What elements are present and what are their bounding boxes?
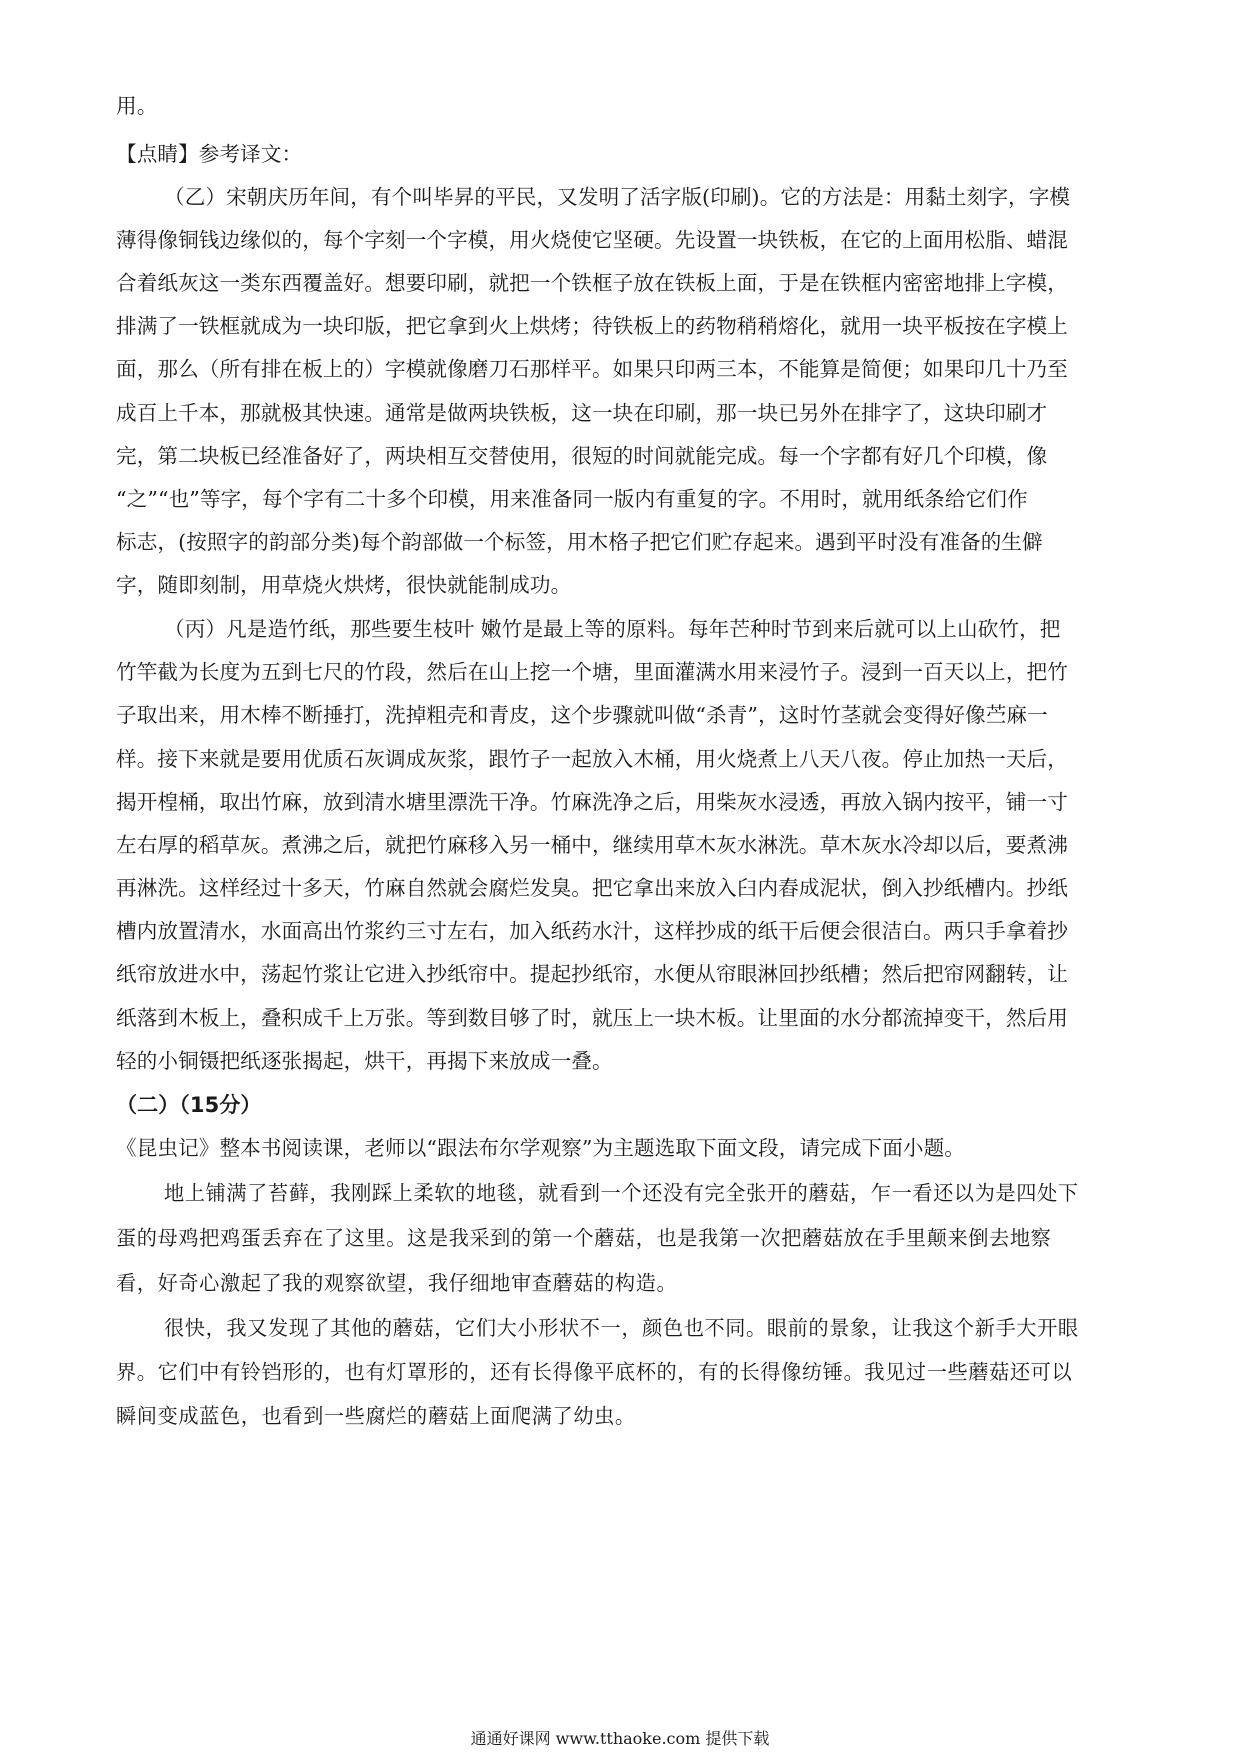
text-line: 面，那么（所有排在板上的）字模就像磨刀石那样平。如果只印两三本，不能算是简便；如果印几十乃至 bbox=[116, 357, 1068, 381]
passage-line: 地上铺满了苔藓，我刚踩上柔软的地毯，就看到一个还没有完全张开的蘑菇，乍一看还以为是四处下 bbox=[164, 1181, 1079, 1205]
text-line: 子取出来，用木棒不断捶打，洗掉粗壳和青皮，这个步骤就叫做“杀青”，这时竹茎就会变得好像苎麻一 bbox=[116, 703, 1048, 727]
text-line: （丙）凡是造竹纸，那些要生枝叶 嫩竹是最上等的原料。每年芒种时节到来后就可以上山砍竹，把 bbox=[164, 617, 1061, 641]
page-footer: 通通好课网 www.tthaoke.com 提供下载 bbox=[470, 1729, 770, 1748]
text-line: 纸帘放进水中，荡起竹浆让它进入抄纸帘中。提起抄纸帘，水便从帘眼淋回抄纸槽；然后把帘网翻转，让 bbox=[116, 962, 1068, 986]
text-line: 揭开楻桶，取出竹麻，放到清水塘里漂洗干净。竹麻洗净之后，用柴灰水浸透，再放入锅内按平，铺一寸 bbox=[116, 790, 1068, 814]
passage-line: 很快，我又发现了其他的蘑菇，它们大小形状不一，颜色也不同。眼前的景象，让我这个新手大开眼 bbox=[164, 1316, 1079, 1340]
question-prompt: 《昆虫记》整本书阅读课，老师以“跟法布尔学观察”为主题选取下面文段，请完成下面小题。 bbox=[116, 1136, 966, 1160]
notes-heading: 【点睛】参考译文： bbox=[116, 142, 303, 166]
text-line: 薄得像铜钱边缘似的，每个字刻一个字模，用火烧使它坚硬。先设置一块铁板，在它的上面用松脂、蜡混 bbox=[116, 228, 1068, 252]
passage-line: 看，好奇心激起了我的观察欲望，我仔细地审查蘑菇的构造。 bbox=[116, 1271, 678, 1295]
text-line: “之”“也”等字，每个字有二十多个印模，用来准备同一版内有重复的字。不用时，就用纸条给它们作 bbox=[116, 487, 1028, 511]
section-heading: （二）（15分） bbox=[116, 1093, 262, 1117]
text-line: 标志，(按照字的韵部分类)每个韵部做一个标签，用木格子把它们贮存起来。遇到平时没有准备的生僻 bbox=[116, 530, 1043, 554]
text-line: 排满了一铁框就成为一块印版，把它拿到火上烘烤；待铁板上的药物稍稍熔化，就用一块平板按在字模上 bbox=[116, 314, 1068, 338]
text-line: 槽内放置清水，水面高出竹浆约三寸左右，加入纸药水汁，这样抄成的纸干后便会很洁白。两只手拿着抄 bbox=[116, 919, 1068, 943]
text-line: 样。接下来就是要用优质石灰调成灰浆，跟竹子一起放入木桶，用火烧煮上八天八夜。停止加热一天后， bbox=[116, 747, 1068, 771]
text-line: 用。 bbox=[116, 94, 158, 118]
text-line: 左右厚的稻草灰。煮沸之后，就把竹麻移入另一桶中，继续用草木灰水淋洗。草木灰水冷却以后，要煮沸 bbox=[116, 833, 1068, 857]
text-line: 竹竿截为长度为五到七尺的竹段，然后在山上挖一个塘，里面灌满水用来浸竹子。浸到一百天以上，把竹 bbox=[116, 660, 1068, 684]
text-line: 轻的小铜镊把纸逐张揭起，烘干，再揭下来放成一叠。 bbox=[116, 1049, 613, 1073]
text-line: 完，第二块板已经准备好了，两块相互交替使用，很短的时间就能完成。每一个字都有好几个印模，像 bbox=[116, 444, 1048, 468]
text-line: （乙）宋朝庆历年间，有个叫毕昇的平民，又发明了活字版(印刷)。它的方法是：用黏土刻字，字模 bbox=[164, 185, 1071, 209]
passage-line: 蛋的母鸡把鸡蛋丢弃在了这里。这是我采到的第一个蘑菇，也是我第一次把蘑菇放在手里颠来倒去地察 bbox=[116, 1226, 1052, 1250]
passage-line: 瞬间变成蓝色，也看到一些腐烂的蘑菇上面爬满了幼虫。 bbox=[116, 1404, 636, 1428]
text-line: 再淋洗。这样经过十多天，竹麻自然就会腐烂发臭。把它拿出来放入臼内舂成泥状，倒入抄纸槽内。抄纸 bbox=[116, 876, 1068, 900]
text-line: 字，随即刻制，用草烧火烘烤，很快就能制成功。 bbox=[116, 573, 572, 597]
passage-line: 界。它们中有铃铛形的，也有灯罩形的，还有长得像平底杯的，有的长得像纺锤。我见过一些蘑菇还可以 bbox=[116, 1360, 1073, 1384]
text-line: 合着纸灰这一类东西覆盖好。想要印刷，就把一个铁框子放在铁板上面，于是在铁框内密密地排上字模， bbox=[116, 271, 1068, 295]
text-line: 成百上千本，那就极其快速。通常是做两块铁板，这一块在印刷，那一块已另外在排字了，这块印刷才 bbox=[116, 401, 1048, 425]
text-line: 纸落到木板上，叠积成千上万张。等到数目够了时，就压上一块木板。让里面的水分都流掉变干，然后用 bbox=[116, 1006, 1068, 1030]
